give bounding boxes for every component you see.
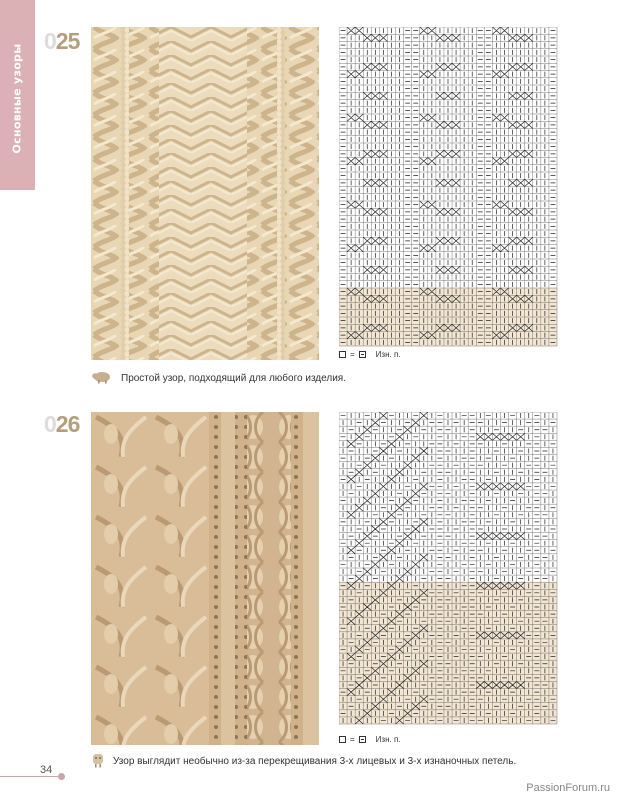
pattern-photo-026: [91, 412, 319, 745]
chart-legend-025: = Изн. п.: [339, 350, 401, 359]
lamb-icon: [91, 752, 105, 771]
knitting-chart-025: [339, 27, 567, 354]
pattern-photo-025: [91, 27, 319, 360]
watermark: PassionForum.ru: [526, 782, 610, 794]
knit-stitch-icon: [339, 351, 346, 358]
page-number: 34: [40, 764, 53, 776]
chart-legend-026: = Изн. п.: [339, 735, 401, 744]
pattern-number-026: 026: [44, 411, 80, 437]
pattern-caption-026: Узор выглядит необычно из-за перекрещивания 3-х лицевых и 3-х изнаночных петель.: [91, 752, 516, 771]
knit-stitch-icon: [339, 736, 346, 743]
knitting-chart-026: [339, 412, 567, 732]
pattern-caption-025: Простой узор, подходящий для любого изделия.: [91, 370, 346, 387]
footer-rule: [0, 776, 60, 777]
sheep-icon: [91, 370, 113, 387]
purl-stitch-icon: [359, 736, 366, 743]
pattern-number-025: 025: [44, 28, 80, 54]
section-tab-label: Основные узоры: [10, 43, 24, 153]
purl-stitch-icon: [359, 351, 366, 358]
footer-dot: [58, 773, 65, 780]
